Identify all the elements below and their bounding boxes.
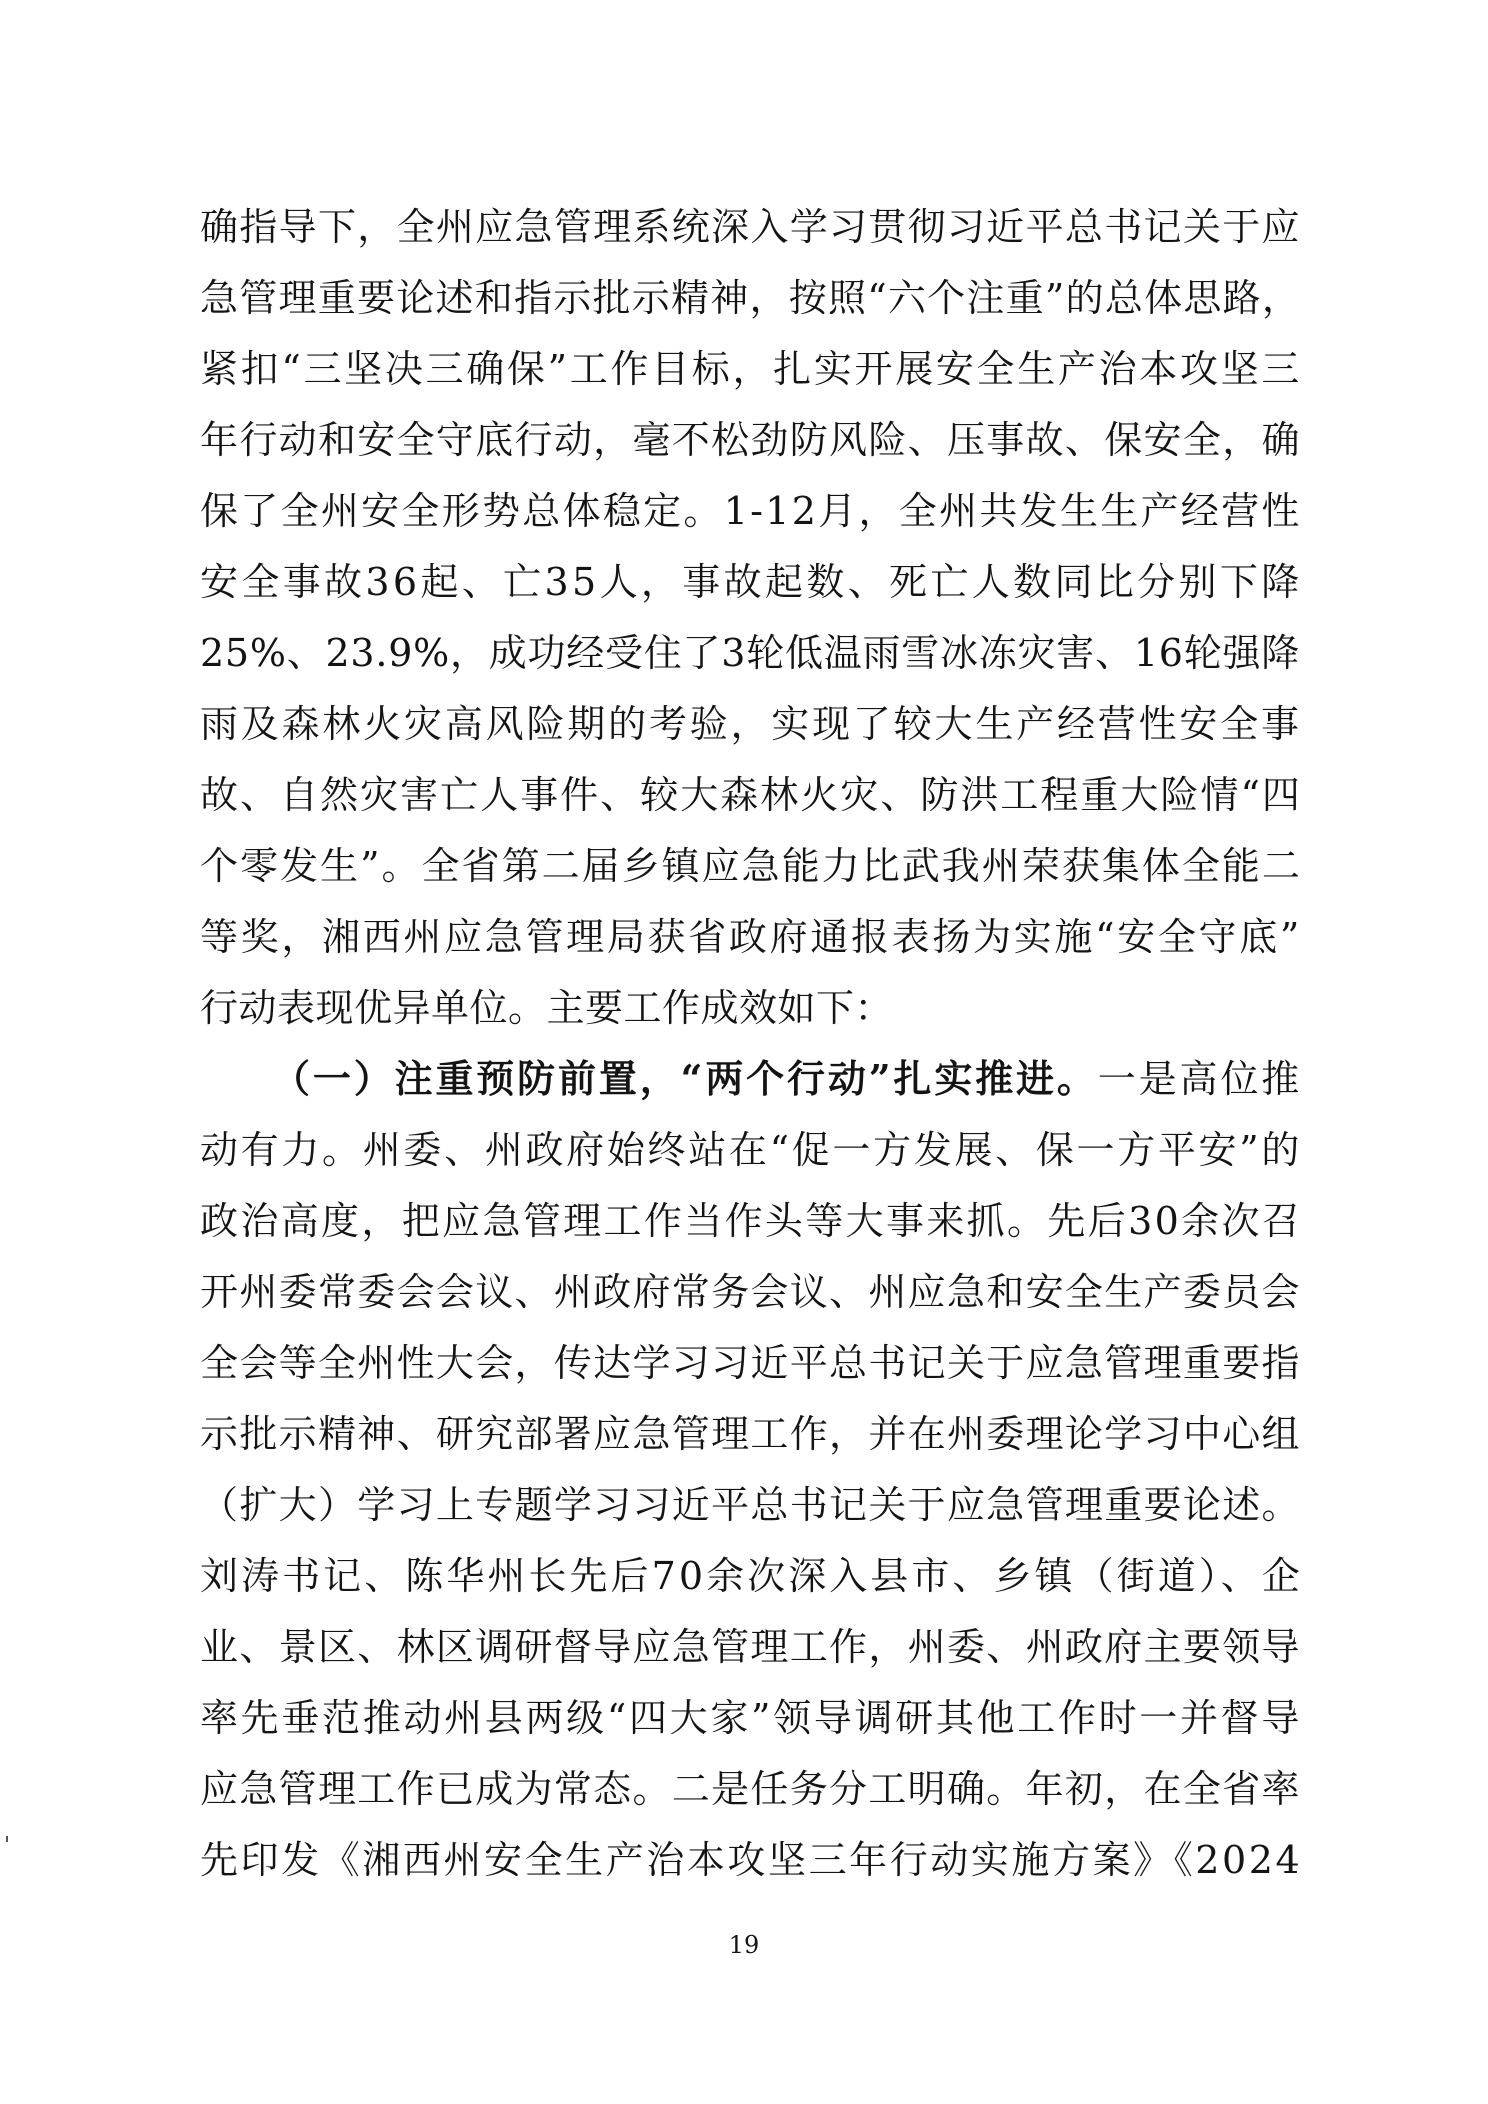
- page-number: 19: [728, 1931, 760, 1959]
- text-line: 等奖，湘西州应急管理局获省政府通报表扬为实施“安全守底”: [200, 915, 1303, 959]
- text-line: 行动表现优异单位。主要工作成效如下：: [200, 986, 894, 1030]
- text-line: 全会等全州性大会，传达学习习近平总书记关于应急管理重要指: [200, 1341, 1301, 1385]
- text-line: 示批示精神、研究部署应急管理工作，并在州委理论学习中心组: [200, 1412, 1301, 1456]
- text-line: 个零发生”。全省第二届乡镇应急能力比武我州荣获集体全能二: [200, 844, 1302, 888]
- text-line: 确指导下，全州应急管理系统深入学习贯彻习近平总书记关于应: [200, 205, 1301, 249]
- text-line: 紧扣“三坚决三确保”工作目标，扎实开展安全生产治本攻坚三: [200, 347, 1303, 391]
- text-line: 开州委常委会会议、州政府常务会议、州应急和安全生产委员会: [200, 1270, 1301, 1314]
- text-line: 政治高度，把应急管理工作当作头等大事来抓。先后30余次召: [200, 1199, 1303, 1243]
- text-line: 急管理重要论述和指示批示精神，按照“六个注重”的总体思路，: [200, 276, 1302, 320]
- text-line: 率先垂范推动州县两级“四大家”领导调研其他工作时一并督导: [200, 1696, 1303, 1740]
- text-line: 应急管理工作已成为常态。二是任务分工明确。年初，在全省率: [200, 1767, 1301, 1811]
- text-line: 故、自然灾害亡人事件、较大森林火灾、防洪工程重大险情“四: [200, 773, 1302, 817]
- scan-mark: [6, 1836, 8, 1842]
- section-heading: （一）注重预防前置，“两个行动”扎实推进。: [272, 1056, 1098, 1101]
- text-line: 安全事故36起、亡35人，事故起数、死亡人数同比分别下降: [200, 560, 1303, 604]
- text-line: 25%、23.9%，成功经受住了3轮低温雨雪冰冻灾害、16轮强降: [200, 631, 1300, 675]
- text-line: 雨及森林火灾高风险期的考验，实现了较大生产经营性安全事: [200, 702, 1302, 746]
- text-line: 先印发《湘西州安全生产治本攻坚三年行动实施方案》《2024: [200, 1838, 1303, 1882]
- text-line: 保了全州安全形势总体稳定。1-12月，全州共发生生产经营性: [200, 489, 1302, 533]
- text-line: 刘涛书记、陈华州长先后70余次深入县市、乡镇（街道）、企: [200, 1554, 1303, 1598]
- section-heading-line: （一）注重预防前置，“两个行动”扎实推进。一是高位推: [272, 1056, 1303, 1101]
- text-line: （扩大）学习上专题学习习近平总书记关于应急管理重要论述。: [200, 1483, 1301, 1527]
- text-line: 年行动和安全守底行动，毫不松劲防风险、压事故、保安全，确: [200, 418, 1301, 462]
- text-line: 业、景区、林区调研督导应急管理工作，州委、州政府主要领导: [200, 1625, 1301, 1669]
- text-line: 动有力。州委、州政府始终站在“促一方发展、保一方平安”的: [200, 1128, 1303, 1172]
